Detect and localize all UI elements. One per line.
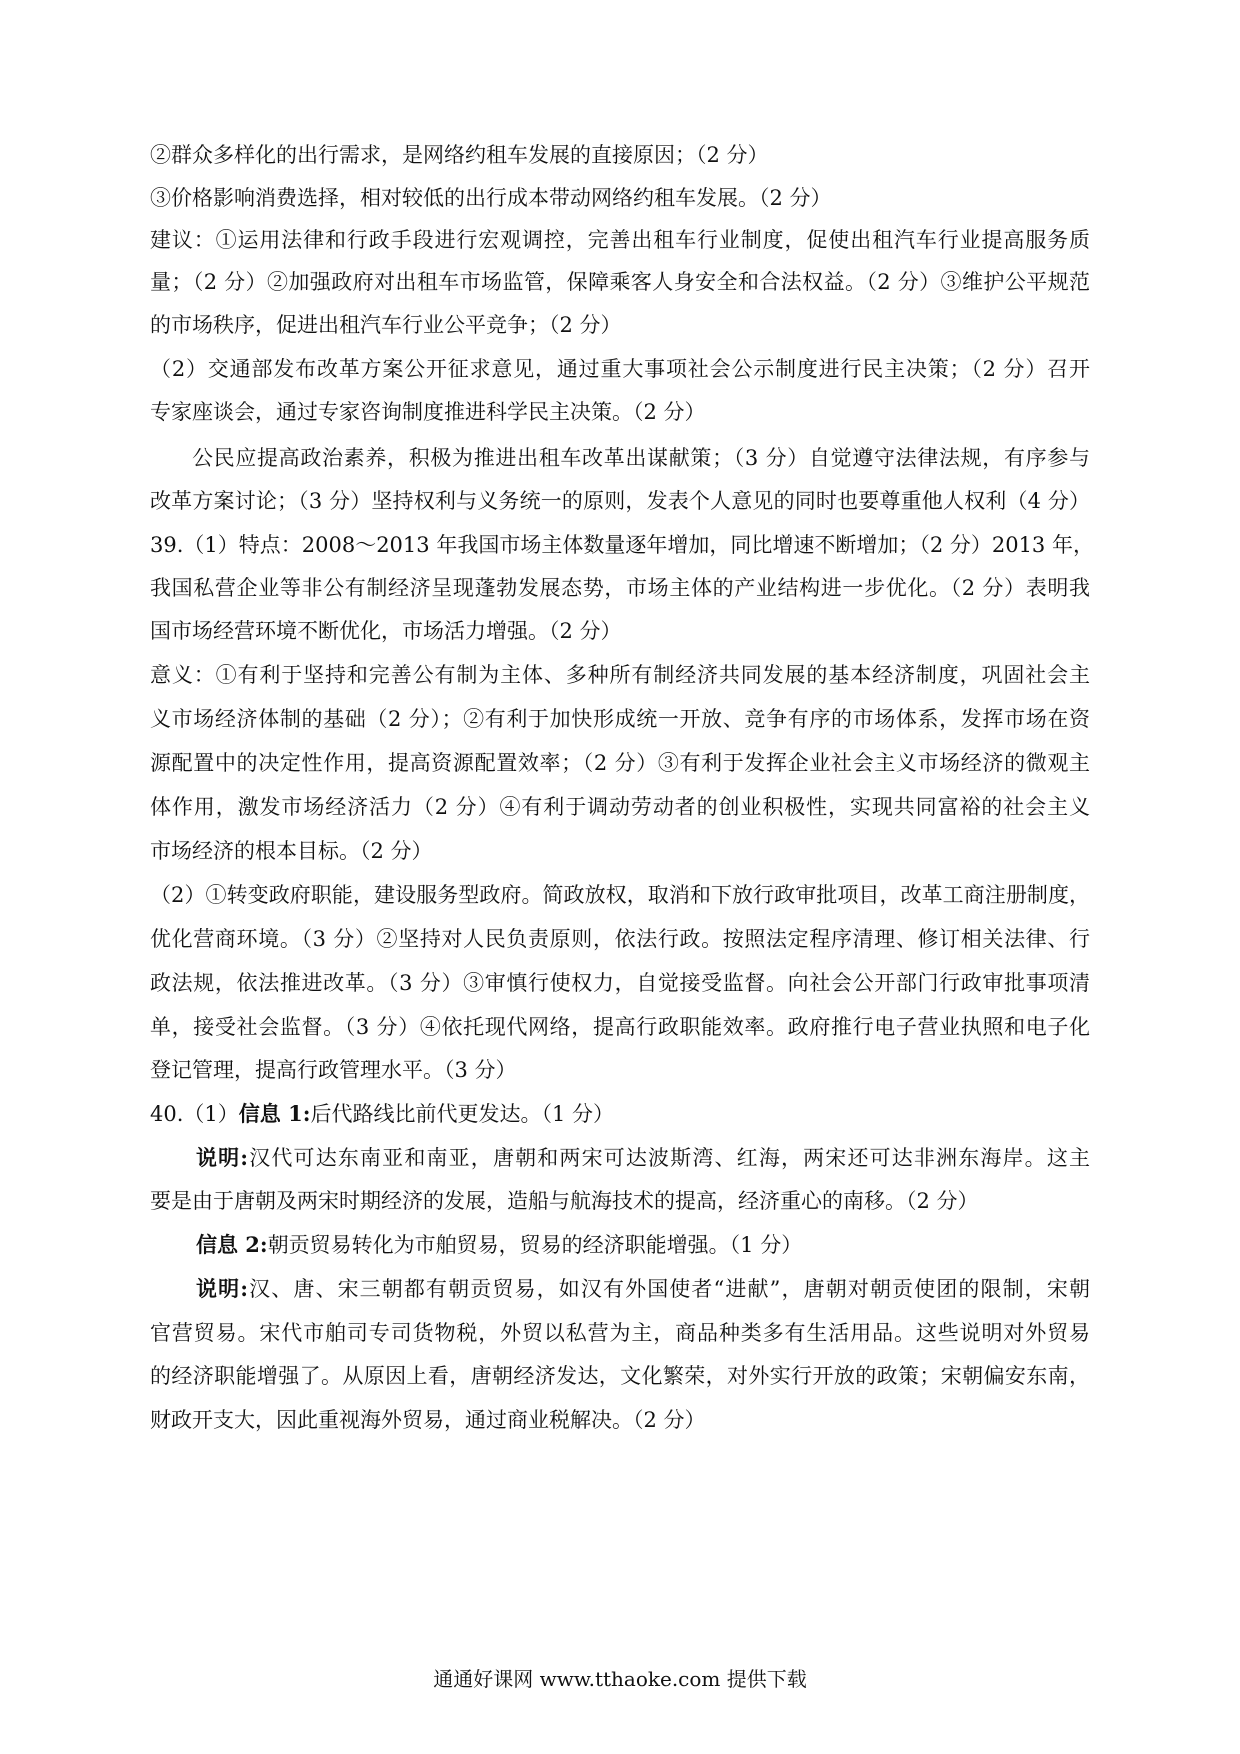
- text-line: 市场经济的根本目标。（2 分）: [150, 839, 433, 863]
- q40-prefix: 40.（1）: [150, 1102, 239, 1126]
- text-line: 义市场经济体制的基础（2 分）；②有利于加快形成统一开放、竞争有序的市场体系，发挥市场在资: [150, 707, 1090, 731]
- note1-label: 说明:: [196, 1145, 249, 1170]
- info2-text: 朝贡贸易转化为市舶贸易，贸易的经济职能增强。（1 分）: [267, 1233, 803, 1257]
- text-line: 官营贸易。宋代市舶司专司货物税，外贸以私营为主，商品种类多有生活用品。这些说明对外贸易: [150, 1321, 1090, 1345]
- note1-line: [196, 1143, 1090, 1173]
- text-line: 意义：①有利于坚持和完善公有制为主体、多种所有制经济共同发展的基本经济制度，巩固社会主: [150, 663, 1090, 687]
- text-line: 登记管理，提高行政管理水平。（3 分）: [150, 1058, 517, 1082]
- text-line: 源配置中的决定性作用，提高资源配置效率；（2 分）③有利于发挥企业社会主义市场经济的微观主: [150, 751, 1090, 775]
- text-line: 的经济职能增强了。从原因上看，唐朝经济发达，文化繁荣，对外实行开放的政策；宋朝偏安东南，: [150, 1364, 1090, 1388]
- text-line: 改革方案讨论；（3 分）坚持权利与义务统一的原则，发表个人意见的同时也要尊重他人权利（4 分）: [150, 489, 1090, 513]
- info2-label: 信息 2:: [196, 1232, 268, 1257]
- text-line: 财政开支大，因此重视海外贸易，通过商业税解决。（2 分）: [150, 1408, 706, 1432]
- text-line: 建议：①运用法律和行政手段进行宏观调控，完善出租车行业制度，促使出租汽车行业提高服务质: [150, 228, 1090, 252]
- text-line: 优化营商环境。（3 分）②坚持对人民负责原则，依法行政。按照法定程序清理、修订相关法律、行: [150, 927, 1090, 951]
- text-line: 我国私营企业等非公有制经济呈现蓬勃发展态势，市场主体的产业结构进一步优化。（2 分）表明我: [150, 576, 1090, 600]
- note2-label: 说明:: [196, 1276, 248, 1301]
- text-line: 单，接受社会监督。（3 分）④依托现代网络，提高行政职能效率。政府推行电子营业执照和电子化: [150, 1015, 1090, 1039]
- note2-line: [196, 1274, 1090, 1304]
- text-line: 39.（1）特点：2008～2013 年我国市场主体数量逐年增加，同比增速不断增加；（2 分）2013 年，: [150, 533, 1094, 557]
- text-line: 的市场秩序，促进出租汽车行业公平竞争；（2 分）: [150, 313, 622, 337]
- text-line: ③价格影响消费选择，相对较低的出行成本带动网络约租车发展。（2 分）: [150, 186, 832, 210]
- text-line: ②群众多样化的出行需求，是网络约租车发展的直接原因；（2 分）: [150, 143, 769, 167]
- info1-label: 信息 1:: [238, 1101, 311, 1126]
- text-line: 政法规，依法推进改革。（3 分）③审慎行使权力，自觉接受监督。向社会公开部门行政审批事项清: [150, 971, 1090, 995]
- note1-text: 汉代可达东南亚和南亚，唐朝和两宋可达波斯湾、红海，两宋还可达非洲东海岸。这主: [248, 1146, 1090, 1170]
- q40-info2-line: [196, 1230, 1090, 1260]
- text-line: 专家座谈会，通过专家咨询制度推进科学民主决策。（2 分）: [150, 400, 706, 424]
- text-line: （2）交通部发布改革方案公开征求意见，通过重大事项社会公示制度进行民主决策；（2 分）召开: [150, 357, 1090, 381]
- text-line: 国市场经营环境不断优化，市场活力增强。（2 分）: [150, 619, 622, 643]
- text-line: 要是由于唐朝及两宋时期经济的发展，造船与航海技术的提高，经济重心的南移。（2 分）: [150, 1189, 979, 1213]
- page-footer: 通通好课网 www.tthaoke.com 提供下载: [433, 1667, 807, 1691]
- info1-text: 后代路线比前代更发达。（1 分）: [310, 1102, 614, 1126]
- q40-info1-line: [150, 1099, 1090, 1129]
- text-line: （2）①转变政府职能，建设服务型政府。简政放权，取消和下放行政审批项目，改革工商注册制度，: [150, 883, 1090, 907]
- note2-text: 汉、唐、宋三朝都有朝贡贸易，如汉有外国使者“进献”，唐朝对朝贡使团的限制，宋朝: [247, 1277, 1090, 1301]
- text-line: 体作用，激发市场经济活力（2 分）④有利于调动劳动者的创业积极性，实现共同富裕的社会主义: [150, 795, 1090, 819]
- text-line: 量；（2 分）②加强政府对出租车市场监管，保障乘客人身安全和合法权益。（2 分）③维护公平规范: [150, 270, 1090, 294]
- text-line: 公民应提高政治素养，积极为推进出租车改革出谋献策；（3 分）自觉遵守法律法规，有序参与: [192, 446, 1090, 470]
